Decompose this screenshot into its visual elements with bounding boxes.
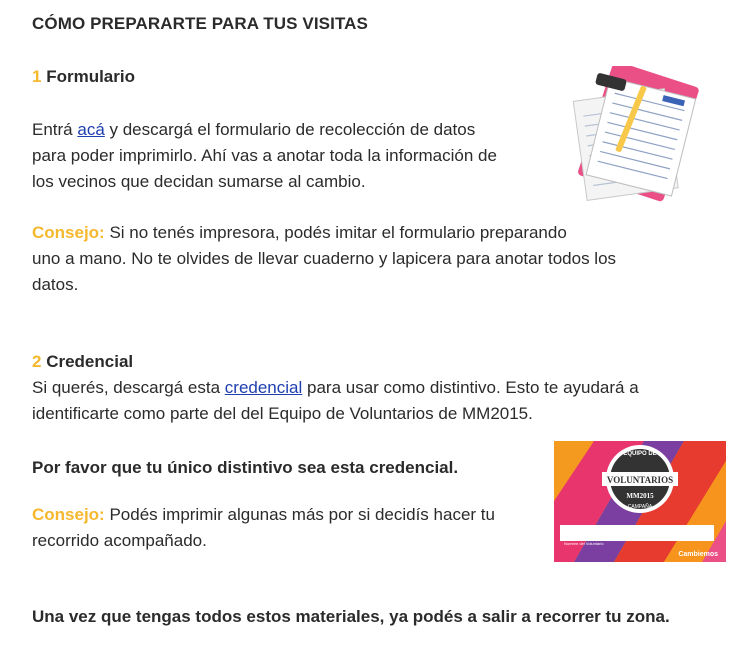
form-download-link[interactable]: acá <box>77 120 105 139</box>
step-1-line-3: los vecinos que decidan sumarse al cambio. <box>32 172 366 191</box>
tip-line-2: recorrido acompañado. <box>32 531 207 550</box>
tip-label: Consejo: <box>32 223 105 242</box>
step-1-text-end: y descargá el formulario de recolección de datos <box>104 120 476 139</box>
tip-label: Consejo: <box>32 505 105 524</box>
credential-download-link[interactable]: credencial <box>224 378 303 397</box>
step-1-tip <box>32 220 712 298</box>
step-2-line-2: identificarte como parte del del Equipo de Voluntarios de MM2015. <box>32 404 533 423</box>
credential-note: Por favor que tu único distintivo sea esta credencial. <box>32 458 459 477</box>
step-2-label: Credencial <box>46 352 134 371</box>
badge-year-text: MM2015 <box>626 492 654 500</box>
page-title: CÓMO PREPARARTE PARA TUS VISITAS <box>32 14 368 33</box>
step-1-title <box>32 67 135 87</box>
step-2-text-start: Si querés, descargá esta <box>32 378 225 397</box>
step-1-line-2: para poder imprimirlo. Ahí vas a anotar toda la información de <box>32 146 497 165</box>
closing-note: Una vez que tengas todos estos materiales, ya podés a salir a recorrer tu zona. <box>32 607 670 626</box>
badge-top-text: EQUIPO DE <box>623 451 657 457</box>
tip-line-2: uno a mano. No te olvides de llevar cuaderno y lapicera para anotar todos los <box>32 249 617 268</box>
badge-bottom-text: CAMPAÑA <box>627 504 653 510</box>
step-2-text-end: para usar como distintivo. Esto te ayudará a <box>302 378 639 397</box>
volunteer-credential-image <box>554 441 726 562</box>
badge-field-label: Nombre del Voluntario <box>564 541 604 546</box>
step-1-label: Formulario <box>46 67 135 86</box>
step-1-paragraph <box>32 117 562 195</box>
badge-brand-text: Cambiemos <box>678 551 718 558</box>
step-2-paragraph <box>32 375 732 427</box>
step-1-number: 1 <box>32 67 42 86</box>
tip-line-3: datos. <box>32 275 79 294</box>
clipboard-illustration <box>560 66 705 206</box>
step-2-title <box>32 352 133 372</box>
step-1-text-start: Entrá <box>32 120 78 139</box>
tip-text: Podés imprimir algunas más por si decidís hacer tu <box>104 505 495 524</box>
step-2-tip <box>32 502 552 554</box>
step-2-number: 2 <box>32 352 42 371</box>
tip-text: Si no tenés impresora, podés imitar el formulario preparando <box>104 223 567 242</box>
badge-main-text: VOLUNTARIOS <box>606 475 674 485</box>
